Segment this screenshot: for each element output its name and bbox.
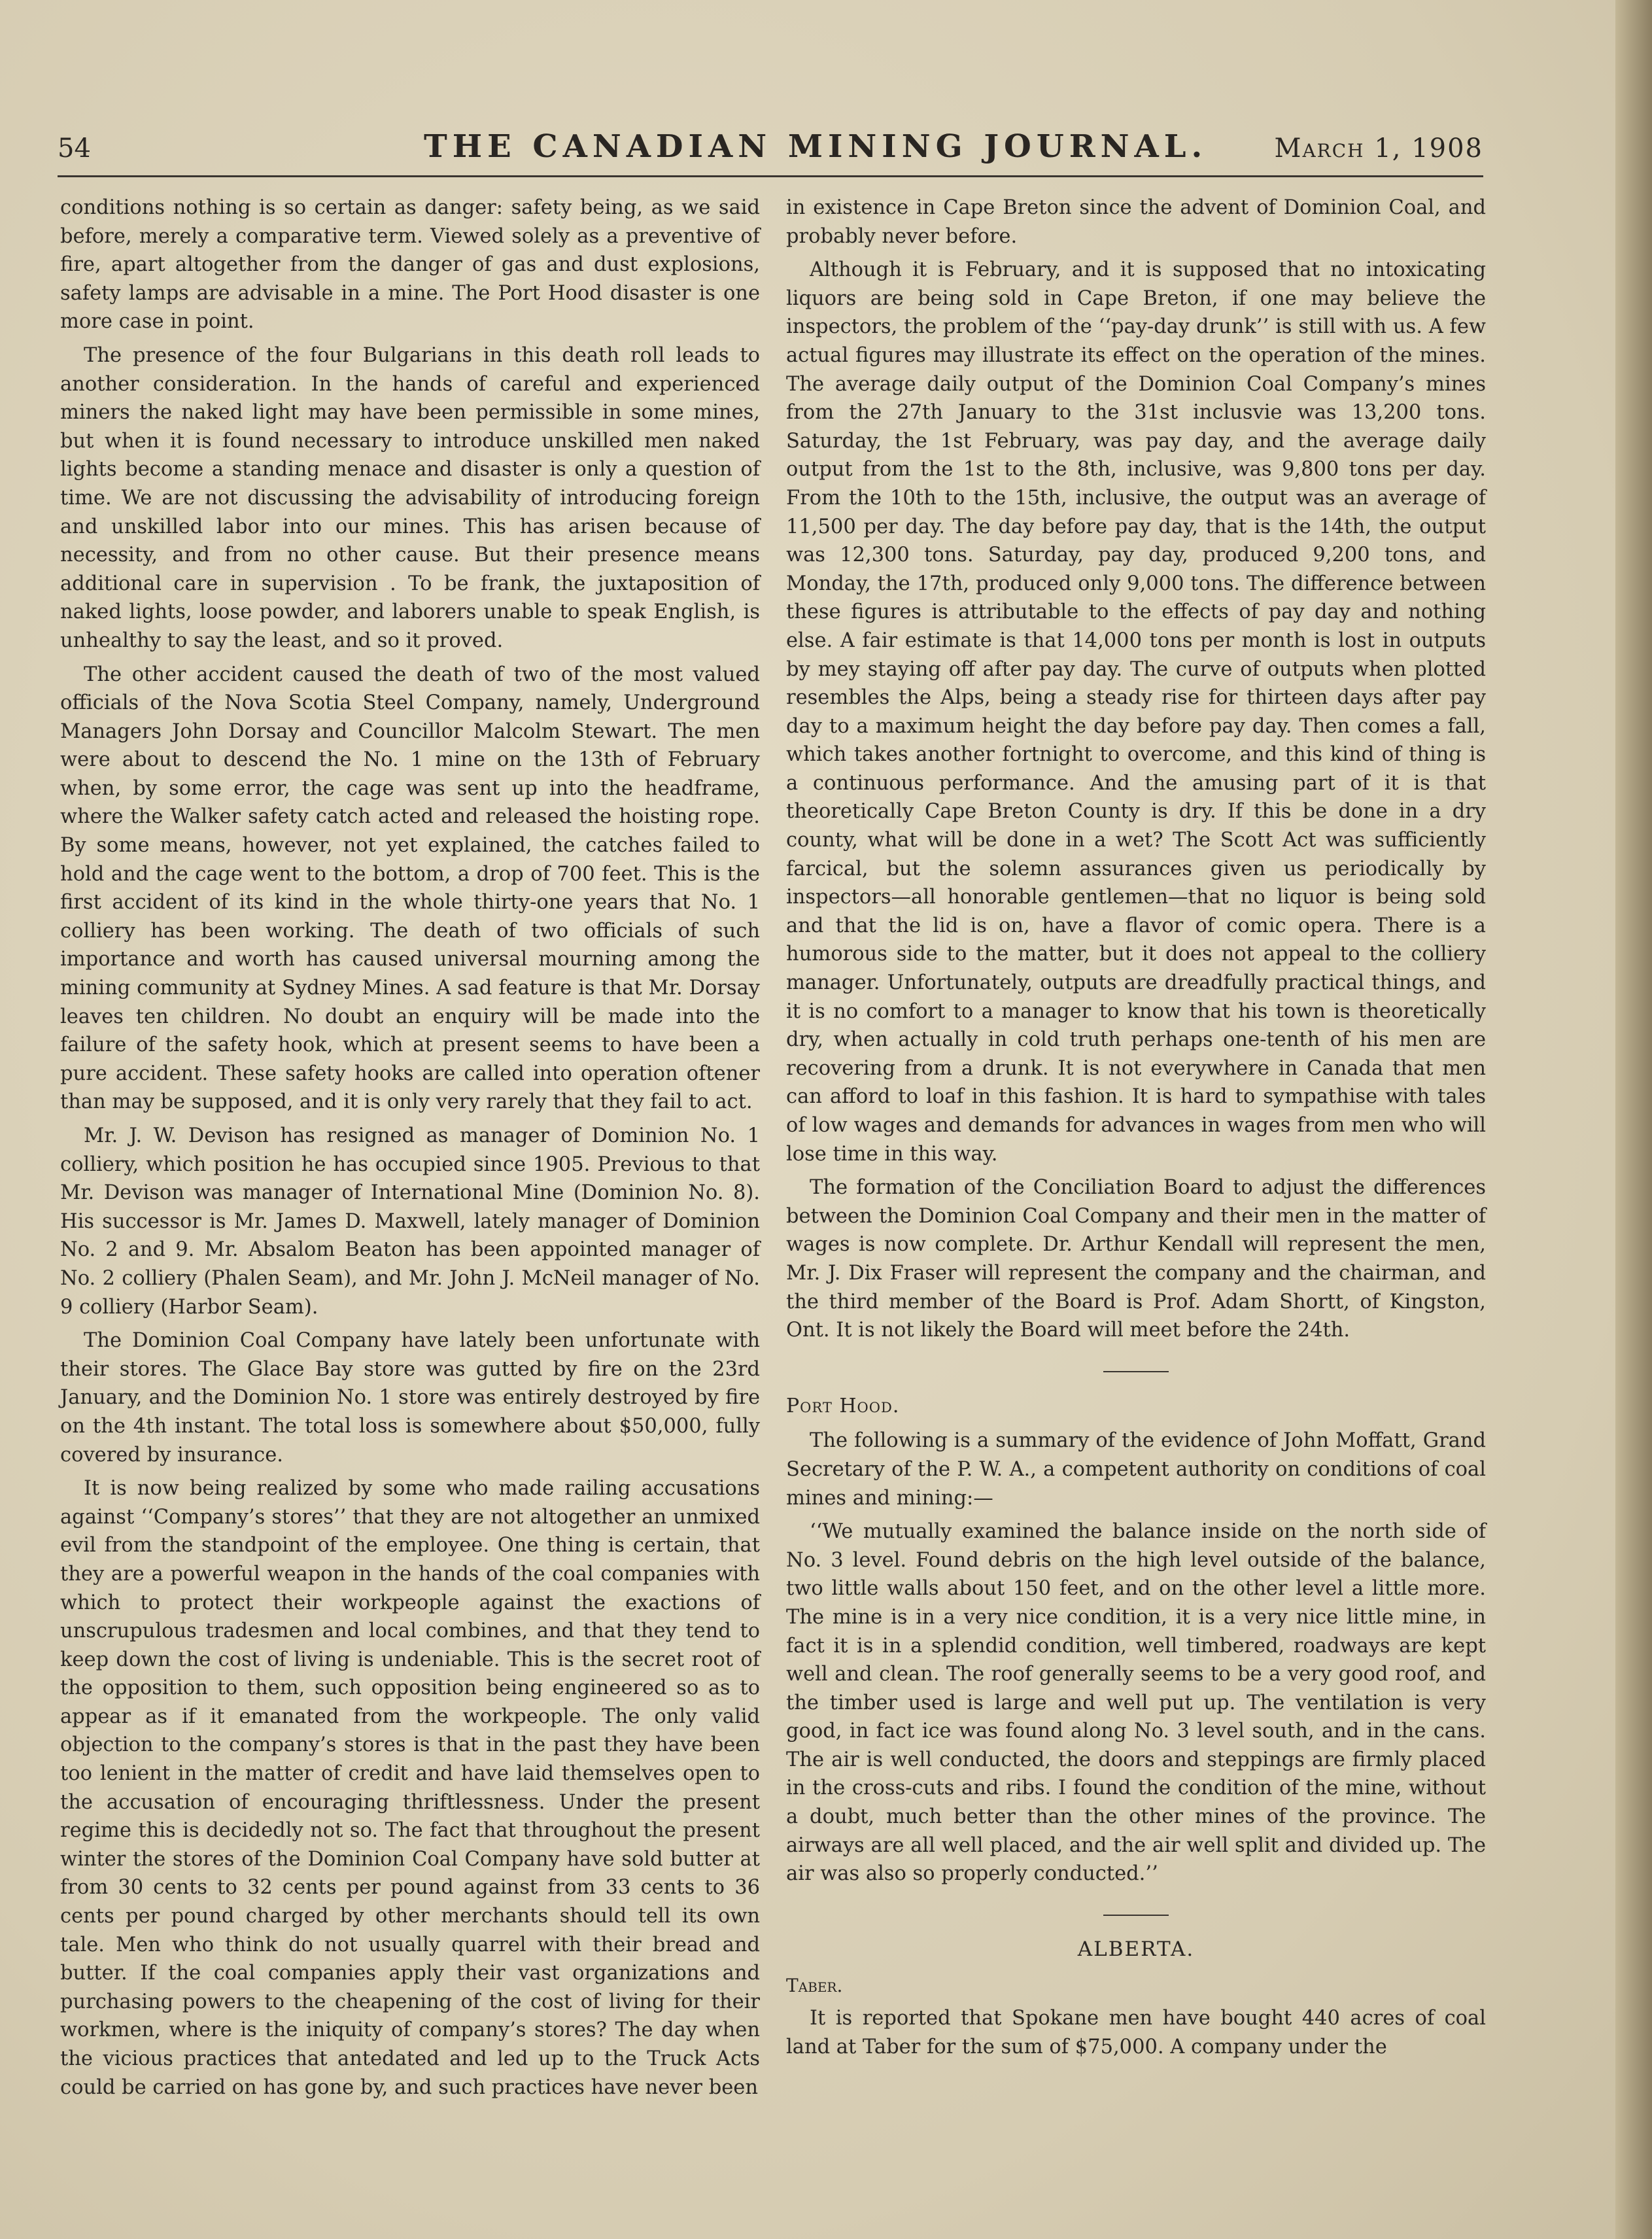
page-header — [58, 128, 1483, 177]
paragraph: It is reported that Spokane men have bought 440 acres of coal land at Taber for the sum of $75,000. A company under the — [786, 2007, 1486, 2058]
quoted-paragraph: ‘‘We mutually examined the balance inside on the north side of No. 3 level. Found debris on the high level outside of the balance, two little walls about 150 feet, and on the other level a little more. The mine is in a very nice condition, it is a very nice little mine, in fact it is in a splendid condition, well timbered, roadways are kept well and clean. The roof generally seems to be a very good roof, and the timber used is large and well put up. The ventilation is very good, in fact ice was found along No. 3 level south, and in the cans. The air is well conducted, the doors and steppings are firmly placed in the cross-cuts and ribs. I found the condition of the mine, without a doubt, much better than the other mines of the province. The airways are all well placed, and the air well split and divided up. The air was also so properly conducted.’’ — [786, 1520, 1486, 1886]
paragraph: The formation of the Conciliation Board to adjust the differences between the Dominion Coal Company and their men in the matter of wages is now complete. Dr. Arthur Kendall will represent the men, Mr. J. Dix Fraser will represent the company and the chairman, and the third member of the Board is Prof. Adam Shortt, of Kingston, Ont. It is not likely the Board will meet before the 24th. — [786, 1176, 1486, 1342]
section-heading-alberta: ALBERTA. — [1077, 1937, 1195, 1961]
section-divider — [1103, 1915, 1169, 1916]
paragraph: It is now being realized by some who made railing accusations against ‘‘Company’s stores’’ that they are not altogether an unmixed evil from the standpoint of the employee. One thing is certain, that they are a powerful weapon in the hands of the coal companies with which to protect their workpeople against the exactions of unscrupulous tradesmen and local combines, and that they tend to keep down the cost of living is undeniable. This is the secret root of the opposition to them, such opposition being engineered so as to appear as if it emanated from the workpeople. The only valid objection to the company’s stores is that in the past they have been too lenient in the matter of credit and have laid themselves open to the accusation of encouraging thriftlessness. Under the present regime this is decidedly not so. The fact that throughout the present winter the stores of the Dominion Coal Company have sold butter at from 30 cents to 32 cents per pound against from 33 cents to 36 cents per pound charged by other merchants should tell its own tale. Men who think do not usually quarrel with their bread and butter. If the coal companies apply their vast organizations and purchasing powers to the cheapening of the cost of living for their workmen, where is the iniquity of company’s stores? The day when the vicious practices that antedated and led up to the Truck Acts could be carried on has gone by, and such practices have never been — [60, 1477, 760, 2099]
paragraph: The other accident caused the death of two of the most valued officials of the Nova Scotia Steel Company, namely, Underground Managers John Dorsay and Councillor Malcolm Stewart. The men were about to descend the No. 1 mine on the 13th of February when, by some error, the cage was sent up into the headframe, where the Walker safety catch acted and released the hoisting rope. By some means, however, not yet explained, the catches failed to hold and the cage went to the bottom, a drop of 700 feet. This is the first accident of its kind in the whole thirty-one years that No. 1 colliery has been working. The death of two officials of such importance and worth has caused universal mourning among the mining community at Sydney Mines. A sad feature is that Mr. Dorsay leaves ten children. No doubt an enquiry will be made into the failure of the safety hook, which at present seems to have been a pure accident. These safety hooks are called into operation oftener than may be supposed, and it is only very rarely that they fail to act. — [60, 663, 760, 1114]
paragraph: Mr. J. W. Devison has resigned as manager of Dominion No. 1 colliery, which position he has occupied since 1905. Previous to that Mr. Devison was manager of International Mine (Dominion No. 8). His successor is Mr. James D. Maxwell, lately manager of Dominion No. 2 and 9. Mr. Absalom Beaton has been appointed manager of No. 2 colliery (Phalen Seam), and Mr. John J. McNeil manager of No. 9 colliery (Harbor Seam). — [60, 1124, 760, 1319]
paragraph: Although it is February, and it is supposed that no intoxicating liquors are being sold in Cape Breton, if one may believe the inspectors, the problem of the ‘‘pay-day drunk’’ is still with us. A few actual figures may illustrate its effect on the operation of the mines. The average daily output of the Dominion Coal Company’s mines from the 27th January to the 31st inclusvie was 13,200 tons. Saturday, the 1st February, was pay day, and the average daily output from the 1st to the 8th, inclusive, was 9,800 tons per day. From the 10th to the 15th, inclusive, the output was an average of 11,500 per day. The day before pay day, that is the 14th, the output was 12,300 tons. Saturday, pay day, produced 9,200 tons, and Monday, the 17th, produced only 9,000 tons. The difference between these figures is attributable to the effects of pay day and nothing else. A fair estimate is that 14,000 tons per month is lost in outputs by mey staying off after pay day. The curve of outputs when plotted resembles the Alps, being a steady rise for thirteen days after pay day to a maximum height the day before pay day. Then comes a fall, which takes another fortnight to overcome, and this kind of thing is a continuous performance. And the amusing part of it is that theoretically Cape Breton County is dry. If this be done in a dry county, what will be done in a wet? The Scott Act was sufficiently farcical, but the solemn assurances given us periodically by inspectors—all honorable gentlemen—that no liquor is being sold and that the lid is on, have a flavor of comic opera. There is a humorous side to the matter, but it does not appeal to the colliery manager. Unfortunately, outputs are dreadfully practical things, and it is no comfort to a manager to know that his town is theoretically dry, when actually in cold truth perhaps one-tenth of his men are recovering from a drunk. It is not everywhere in Canada that men can afford to loaf in this fashion. It is hard to sympathise with tales of low wages and demands for advances in wages from men who will lose time in this way. — [786, 258, 1486, 1166]
paragraph: in existence in Cape Breton since the advent of Dominion Coal, and probably never before. — [786, 196, 1486, 248]
book-spine-shadow — [1615, 0, 1652, 2239]
left-column — [60, 194, 760, 2107]
paragraph: The Dominion Coal Company have lately been unfortunate with their stores. The Glace Bay store was gutted by fire on the 23rd January, and the Dominion No. 1 store was entirely destroyed by fire on the 4th instant. The total loss is somewhere about $50,000, fully covered by insurance. — [60, 1329, 760, 1467]
section-divider — [1103, 1371, 1169, 1372]
issue-date: March 1, 1908 — [1274, 133, 1483, 164]
paragraph: conditions nothing is so certain as danger: safety being, as we said before, merely a comparative term. Viewed solely as a preventive of fire, apart altogether from the danger of gas and dust explosions, safety lamps are advisable in a mine. The Port Hood disaster is one more case in point. — [60, 196, 760, 334]
section-heading-port-hood: Port Hood. — [786, 1394, 900, 1417]
subheading-taber: Taber. — [786, 1975, 843, 1997]
page-number: 54 — [58, 133, 91, 164]
right-column — [786, 194, 1486, 2066]
paragraph: The following is a summary of the evidence of John Moffatt, Grand Secretary of the P. W. A., a competent authority on conditions of coal mines and mining:— — [786, 1429, 1486, 1510]
journal-title: THE CANADIAN MINING JOURNAL. — [424, 128, 1208, 165]
paragraph: The presence of the four Bulgarians in this death roll leads to another consideration. In the hands of careful and experienced miners the naked light may have been permissible in some mines, but when it is found necessary to introduce unskilled men naked lights become a standing menace and disaster is only a question of time. We are not discussing the advisability of introducing foreign and unskilled labor into our mines. This has arisen because of necessity, and from no other cause. But their presence means additional care in supervision . To be frank, the juxtaposition of naked lights, loose powder, and laborers unable to speak English, is unhealthy to say the least, and so it proved. — [60, 343, 760, 652]
